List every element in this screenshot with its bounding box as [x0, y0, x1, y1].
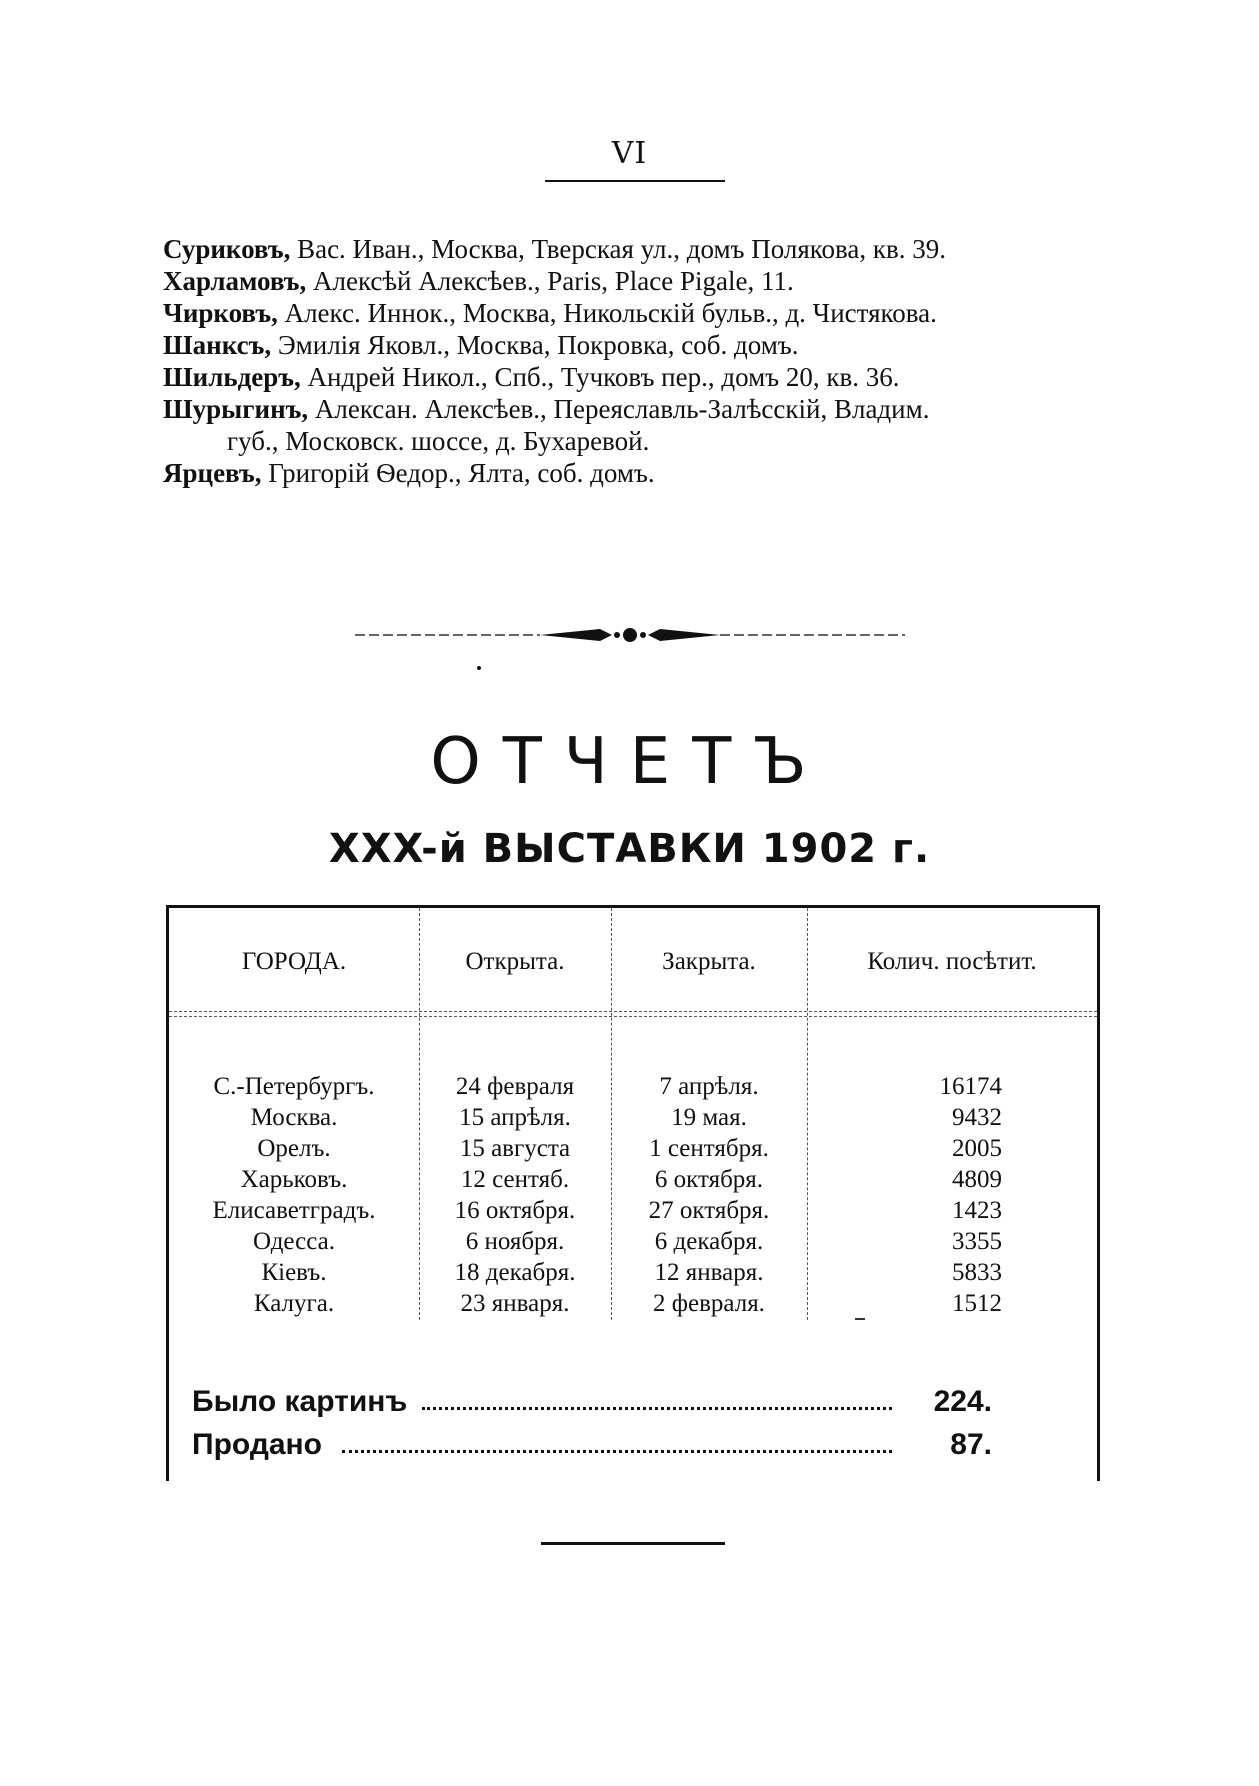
entry-surname: Ярцевъ,	[163, 458, 262, 488]
table-row	[169, 1073, 1097, 1105]
cell-closed: 7 апрѣля.	[659, 1073, 759, 1100]
table-row	[169, 1166, 1097, 1198]
cell-opened: 24 февраля	[455, 1073, 575, 1100]
report-subtitle: XXX-й ВЫСТАВКИ 1902 г.	[328, 826, 931, 872]
entry-surname: Шанксъ,	[163, 330, 272, 360]
dot-leader	[342, 1450, 892, 1453]
cell-visitors: 2005	[952, 1135, 1002, 1162]
cell-visitors: 16174	[939, 1073, 1002, 1100]
cell-city: Одесса.	[252, 1228, 335, 1255]
address-entry	[163, 457, 1103, 489]
table-row	[169, 1197, 1097, 1229]
cell-closed: 12 января.	[654, 1259, 764, 1286]
header-rule	[169, 1016, 1097, 1017]
table-row	[169, 1135, 1097, 1167]
table-row	[169, 1290, 1097, 1322]
cell-closed: 27 октября.	[648, 1197, 770, 1224]
cell-visitors: 1512	[952, 1290, 1002, 1317]
cell-city: Елисаветградъ.	[212, 1197, 376, 1224]
total-paintings-label: Было картинъ	[192, 1385, 408, 1418]
page-number: VI	[611, 136, 648, 171]
table-row	[169, 1104, 1097, 1136]
ink-speck	[477, 666, 481, 670]
address-list	[163, 233, 1103, 489]
cell-city: Орелъ.	[257, 1135, 331, 1162]
entry-details: Алексан. Алексѣев., Переяславль-Залѣсскій, Владим.	[308, 394, 930, 424]
header-visitors: Колич. посѣтит.	[867, 948, 1037, 975]
entry-details: Эмилія Яковл., Москва, Покровка, соб. домъ.	[271, 330, 799, 360]
cell-closed: 6 декабря.	[654, 1228, 764, 1255]
cell-closed: 6 октября.	[654, 1166, 764, 1193]
entry-surname: Шильдеръ,	[163, 362, 301, 392]
cell-closed: 1 сентября.	[649, 1135, 769, 1162]
address-entry	[163, 265, 1103, 297]
total-sold-value: 87.	[950, 1428, 992, 1461]
cell-city: Кіевъ.	[261, 1259, 327, 1286]
ornament-divider	[0, 620, 1259, 650]
table-row	[169, 1228, 1097, 1260]
dot-leader	[422, 1407, 892, 1410]
cell-opened: 6 ноября.	[465, 1228, 565, 1255]
cell-visitors: 4809	[952, 1166, 1002, 1193]
header-city: ГОРОДА.	[241, 948, 347, 975]
total-paintings-value: 224.	[933, 1385, 992, 1418]
cell-closed: 19 мая.	[671, 1104, 747, 1131]
bottom-rule	[541, 1542, 725, 1545]
address-entry	[163, 393, 1103, 457]
entry-surname: Суриковъ,	[163, 234, 291, 264]
cell-opened: 15 августа	[459, 1135, 571, 1162]
address-entry	[163, 361, 1103, 393]
page-number-rule	[545, 180, 725, 182]
address-entry	[163, 233, 1103, 265]
cell-city: С.-Петербургъ.	[213, 1073, 375, 1100]
ink-speck	[855, 1318, 865, 1320]
table-row	[169, 1259, 1097, 1291]
cell-opened: 16 октября.	[454, 1197, 576, 1224]
cell-closed: 2 февраля.	[653, 1290, 765, 1317]
entry-details: Алекс. Иннок., Москва, Никольскій бульв., д. Чистякова.	[277, 298, 937, 328]
entry-surname: Шурыгинъ,	[163, 394, 309, 424]
address-entry	[163, 297, 1103, 329]
cell-opened: 23 января.	[460, 1290, 570, 1317]
cell-opened: 15 апрѣля.	[459, 1104, 571, 1131]
header-opened: Открыта.	[465, 948, 565, 975]
header-closed: Закрыта.	[662, 948, 756, 975]
entry-surname: Чирковъ,	[163, 298, 278, 328]
total-sold-label: Продано	[192, 1428, 322, 1461]
entry-surname: Харламовъ,	[163, 266, 307, 296]
entry-details: Андрей Никол., Спб., Тучковъ пер., домъ 20, кв. 36.	[300, 362, 900, 392]
entry-details: Вас. Иван., Москва, Тверская ул., домъ Полякова, кв. 39.	[290, 234, 947, 264]
cell-opened: 12 сентяб.	[460, 1166, 570, 1193]
address-entry	[163, 329, 1103, 361]
cell-opened: 18 декабря.	[454, 1259, 576, 1286]
cell-visitors: 1423	[952, 1197, 1002, 1224]
header-rule	[169, 1011, 1097, 1012]
cell-city: Калуга.	[253, 1290, 335, 1317]
cell-city: Москва.	[250, 1104, 338, 1131]
cell-visitors: 3355	[952, 1228, 1002, 1255]
total-sold-row	[192, 1428, 992, 1468]
total-paintings-row	[192, 1385, 992, 1425]
entry-continuation: губ., Московск. шоссе, д. Бухаревой.	[227, 426, 650, 456]
report-title: ОТЧЕТЪ	[430, 725, 829, 799]
cell-visitors: 9432	[952, 1104, 1002, 1131]
entry-details: Григорій Ѳедор., Ялта, соб. домъ.	[261, 458, 655, 488]
entry-details: Алексѣй Алексѣев., Paris, Place Pigale, 11.	[306, 266, 794, 296]
cell-visitors: 5833	[952, 1259, 1002, 1286]
cell-city: Харьковъ.	[240, 1166, 348, 1193]
